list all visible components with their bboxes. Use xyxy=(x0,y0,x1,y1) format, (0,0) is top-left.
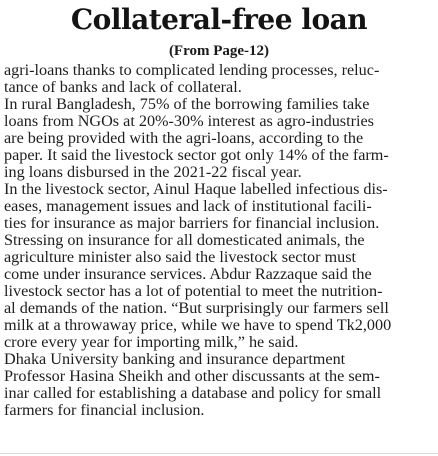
paragraph-1 xyxy=(4,62,436,96)
text-line: In the livestock sector, Ainul Haque labelled infectious dis- xyxy=(4,181,388,198)
text-line: farmers for financial inclusion. xyxy=(4,402,205,419)
text-line: inar called for establishing a database and policy for small xyxy=(4,385,382,402)
text-line: Professor Hasina Sheikh and other discussants at the sem- xyxy=(4,368,380,385)
paragraph-3 xyxy=(4,181,436,351)
text-line: al demands of the nation. “But surprisingly our farmers sell xyxy=(4,300,389,317)
text-line: paper. It said the livestock sector got only 14% of the farm- xyxy=(4,147,389,164)
text-line: are being provided with the agri-loans, according to the xyxy=(4,130,364,147)
text-line: livestock sector has a lot of potential to meet the nutrition- xyxy=(4,283,383,300)
text-line: agri-loans thanks to complicated lending processes, reluc- xyxy=(4,62,380,79)
paragraph-4 xyxy=(4,351,436,419)
paragraph-2 xyxy=(4,96,436,181)
text-line: Stressing on insurance for all domesticated animals, the xyxy=(4,232,365,249)
text-line: come under insurance services. Abdur Razzaque said the xyxy=(4,266,372,283)
article-body xyxy=(4,62,436,419)
text-line: tance of banks and lack of collateral. xyxy=(4,79,242,96)
text-line: loans from NGOs at 20%-30% interest as agro-industries xyxy=(4,113,374,130)
text-line: eases, management issues and lack of institutional facili- xyxy=(4,198,372,215)
text-line: Dhaka University banking and insurance department xyxy=(4,351,346,368)
text-line: ties for insurance as major barriers for financial inclusion. xyxy=(4,215,380,232)
continued-from-label: (From Page-12) xyxy=(168,43,270,59)
text-line: ing loans disbursed in the 2021-22 fiscal year. xyxy=(4,164,302,181)
text-line: In rural Bangladesh, 75% of the borrowing families take xyxy=(4,96,370,113)
text-line: crore every year for importing milk,” he said. xyxy=(4,334,299,351)
text-line: milk at a throwaway price, while we have to spend Tk2,000 xyxy=(4,317,392,334)
bottom-divider xyxy=(0,453,438,454)
text-line: agriculture minister also said the livestock sector must xyxy=(4,249,356,266)
headline: Collateral-free loan xyxy=(70,3,368,36)
